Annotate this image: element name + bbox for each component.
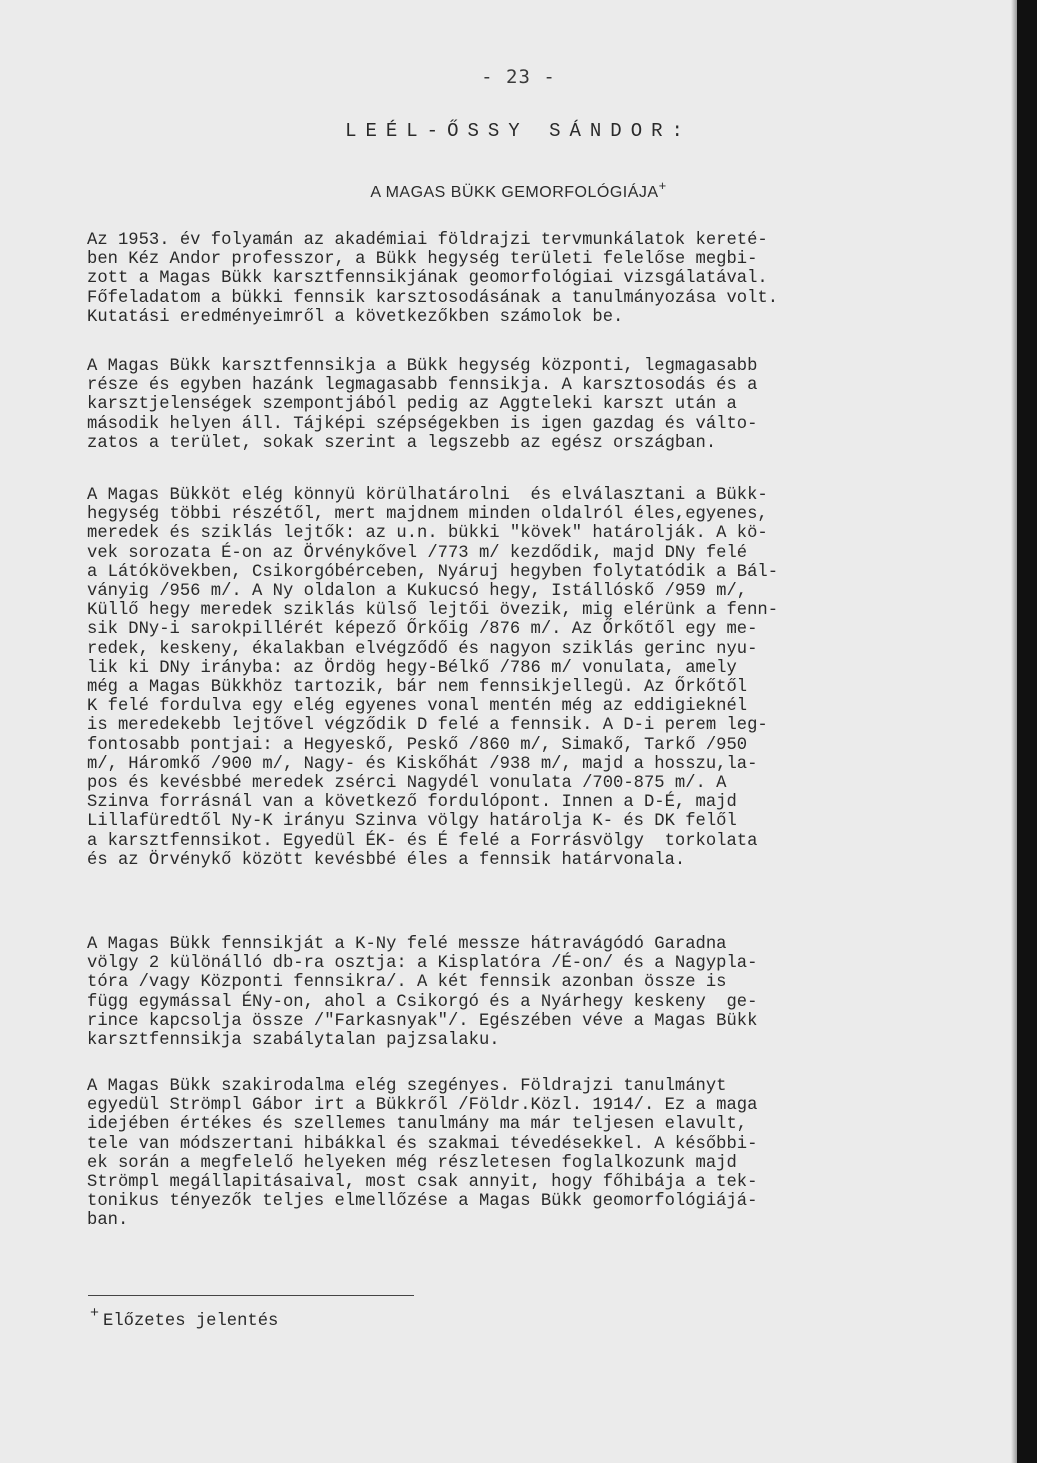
paragraph-boundaries: A Magas Bükköt elég könnyü körülhatárolni és elválasztani a Bükk- hegység többi részétől, mert majdnem minden oldalról éles,egyenes, meredek és sziklás lejtők: az u.n. bükki "kövek" határolják. A kö- vek sorozata É-on az Örvénykővel /773 m/ kezdődik, majd DNy felé a Látókövekben, Csikorgóbérceben, Nyáruj hegyben folytatódik a Bál- ványig /956 m/. A Ny oldalon a Kukucsó hegy, Istállóskő /959 m/, Küllő hegy meredek sziklás külső lejtői övezik, mig elérünk a fenn- sik DNy-i sarokpillérét képező Őrkőig /876 m/. Az Őrkőtől egy me- redek, keskeny, ékalakban elvégződő és nagyon sziklás gerinc nyu- lik ki DNy irányba: az Ördög hegy-Bélkő /786 m/ vonulata, amely még a Magas Bükkhöz tartozik, bár nem fennsikjellegü. Az Őrkőtől K felé fordulva egy elég egyenes vonal mentén még az eddigieknél is meredekebb lejtővel végződik D felé a fennsik. A D-i perem leg- fontosabb pontjai: a Hegyeskő, Peskő /860 m/, Simakő, Tarkő /950 m/, Háromkő /900 m/, Nagy- és Kiskőhát /938 m/, majd a hosszu,la- pos és kevésbbé meredek zsérci Nagydél vonulata /700-875 m/. A Szinva forrásnál van a következő fordulópont. Innen a D-É, majd Lillafüredtől Ny-K irányu Szinva völgy határolja K- és DK felől a karsztfennsikot. Egyedül ÉK- és É felé a Forrásvölgy torkolata és az Örvénykő között kevésbbé éles a fennsik határvonala. (87, 486, 779, 870)
footnote-marker: + (90, 1305, 100, 1322)
paragraph-division: A Magas Bükk fennsikját a K-Ny felé messze hátravágódó Garadna völgy 2 különálló db-ra osztja: a Kisplatóra /É-on/ és a Nagypla- tóra /vagy Központi fennsikra/. A két fennsik azonban össze is függ egymással ÉNy-on, ahol a Csikorgó és a Nyárhegy keskeny ge- rince kapcsolja össze /"Farkasnyak"/. Egészében véve a Magas Bükk karsztfennsikja szabálytalan pajzsalaku. (87, 935, 758, 1051)
footnote (90, 1305, 278, 1331)
document-title-text: A MAGAS BÜKK GEMORFOLÓGIÁJA (370, 184, 659, 201)
document-title (0, 178, 1037, 202)
paragraph-overview: A Magas Bükk karsztfennsikja a Bükk hegység központi, legmagasabb része és egyben hazánk legmagasabb fennsikja. A karsztosodás és a karsztjelenségek szempontjából pedig az Aggteleki karszt után a második helyen áll. Tájképi szépségekben is igen gazdag és válto- zatos a terület, sokak szerint a legszebb az egész országban. (87, 357, 758, 453)
scan-edge (1017, 0, 1037, 1463)
footnote-text: Előzetes jelentés (103, 1312, 279, 1331)
page-number: - 23 - (481, 66, 556, 88)
paragraph-intro: Az 1953. év folyamán az akadémiai földrajzi tervmunkálatok kereté- ben Kéz Andor professzor, a Bükk hegység területi felelőse megbi- zott a Magas Bükk karsztfennsikjának geomorfológiai vizsgálatával. Főfeladatom a bükki fennsik karsztosodásának a tanulmányozása volt. Kutatási eredményeimről a következőkben számolok be. (87, 231, 779, 327)
title-footnote-marker: + (658, 178, 667, 193)
footnote-divider (88, 1295, 414, 1296)
author-name: LEÉL-ŐSSY SÁNDOR: (345, 120, 692, 142)
paragraph-literature: A Magas Bükk szakirodalma elég szegényes. Földrajzi tanulmányt egyedül Strömpl Gábor irt a Bükkről /Földr.Közl. 1914/. Ez a maga idejében értékes és szellemes tanulmány ma már teljesen elavult, tele van módszertani hibákkal és szakmai tévedésekkel. A későbbi- ek során a megfelelő helyeken még részletesen foglalkozunk majd Strömpl megállapitásaival, most csak annyit, hogy főhibája a tek- tonikus tényezők teljes elmellőzése a Magas Bükk geomorfológiájá- ban. (87, 1077, 758, 1231)
